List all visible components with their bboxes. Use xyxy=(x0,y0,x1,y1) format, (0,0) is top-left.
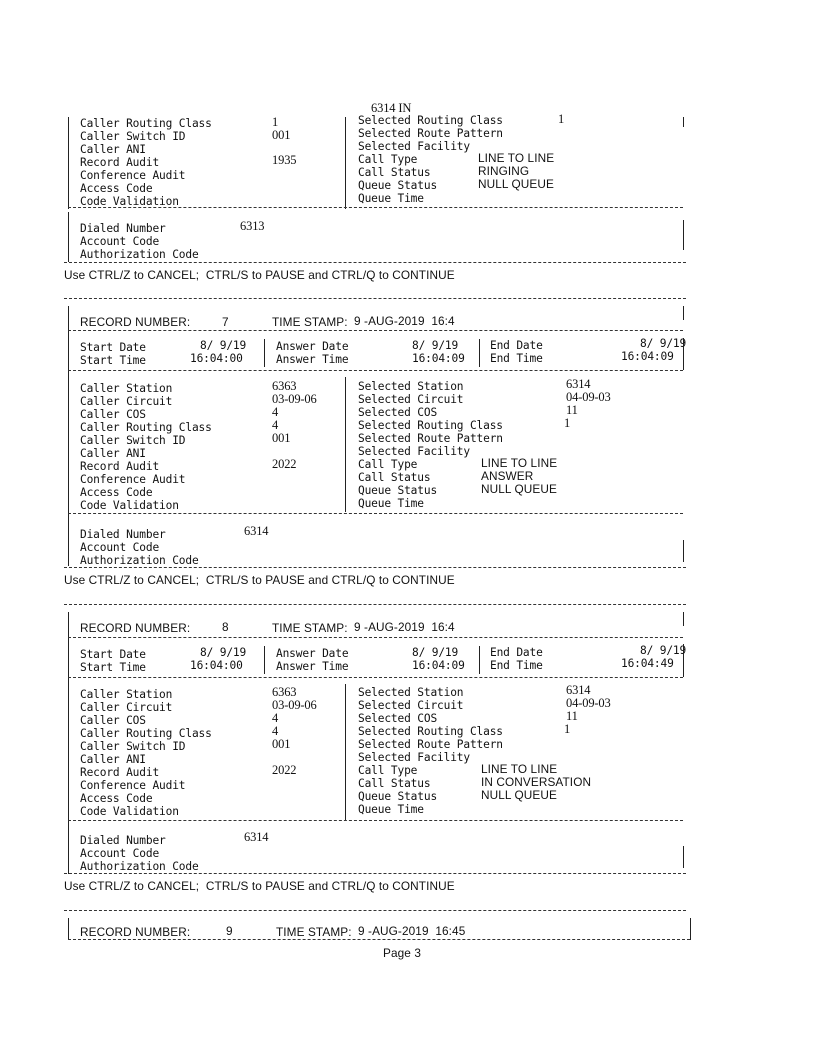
station-header: 6314 IN xyxy=(371,101,412,115)
timestamp-label: TIME STAMP: xyxy=(272,621,348,635)
caller-cos-value: 4 xyxy=(272,711,279,725)
selected-circuit-value: 04-09-03 xyxy=(566,390,611,404)
field-label: Selected Routing Class xyxy=(358,114,503,127)
field-label: Caller COS xyxy=(80,714,146,727)
record-audit-value: 2022 xyxy=(272,763,297,777)
answer-date-value: 8/ 9/19 xyxy=(412,646,459,659)
section-divider xyxy=(68,330,683,331)
right-border xyxy=(683,644,684,677)
selected-routing-class-value: 1 xyxy=(564,416,571,430)
end-time-value: 16:04:49 xyxy=(621,657,674,670)
instruction-line: Use CTRL/Z to CANCEL; CTRL/S to PAUSE and CTRL/Q to CONTINUE xyxy=(64,879,455,893)
field-value: NULL QUEUE xyxy=(478,177,554,191)
caller-switch-id-value: 001 xyxy=(272,737,291,751)
call-status-value: ANSWER xyxy=(481,469,534,483)
right-border xyxy=(683,117,684,127)
field-label: Authorization Code xyxy=(80,860,199,873)
field-label: Selected Circuit xyxy=(358,699,464,712)
field-label: Call Type xyxy=(358,764,418,777)
section-divider xyxy=(64,567,686,568)
selected-routing-class-value: 1 xyxy=(564,722,571,736)
record-audit-value: 2022 xyxy=(272,457,297,471)
column-divider xyxy=(479,646,480,674)
field-label: End Date xyxy=(490,339,543,352)
field-label: Start Time xyxy=(80,354,146,367)
section-divider xyxy=(68,939,690,940)
record-number-label: RECORD NUMBER: xyxy=(80,315,191,329)
field-label: Caller Circuit xyxy=(80,395,173,408)
section-divider xyxy=(64,262,686,263)
column-divider xyxy=(264,646,265,674)
field-label: Account Code xyxy=(80,235,160,248)
field-label: Caller Switch ID xyxy=(80,740,186,753)
dialed-number-value: 6313 xyxy=(240,219,265,233)
field-label: End Time xyxy=(490,659,543,672)
selected-station-value: 6314 xyxy=(566,683,591,697)
caller-station-value: 6363 xyxy=(272,685,297,699)
field-label: Record Audit xyxy=(80,460,160,473)
call-type-value: LINE TO LINE xyxy=(481,456,558,470)
field-label: Caller ANI xyxy=(80,143,146,156)
start-date-value: 8/ 9/19 xyxy=(200,646,247,659)
field-label: Conference Audit xyxy=(80,169,186,182)
field-label: Selected Circuit xyxy=(358,393,464,406)
field-label: Account Code xyxy=(80,847,160,860)
field-label: Dialed Number xyxy=(80,528,166,541)
field-label: Queue Status xyxy=(358,484,438,497)
field-label: Call Status xyxy=(358,471,431,484)
field-label: Caller Routing Class xyxy=(80,117,212,130)
field-label: Caller COS xyxy=(80,408,146,421)
field-label: Queue Status xyxy=(358,179,438,192)
field-label: Account Code xyxy=(80,541,160,554)
section-divider xyxy=(68,820,683,821)
field-label: Caller Station xyxy=(80,382,173,395)
queue-status-value: NULL QUEUE xyxy=(481,788,557,802)
queue-status-value: NULL QUEUE xyxy=(481,482,557,496)
caller-circuit-value: 03-09-06 xyxy=(272,698,317,712)
left-border xyxy=(68,612,69,874)
dialed-number-value: 6314 xyxy=(244,830,269,844)
field-label: Start Time xyxy=(80,661,146,674)
call-type-value: LINE TO LINE xyxy=(481,762,558,776)
field-label: Code Validation xyxy=(80,805,179,818)
field-label: Caller Circuit xyxy=(80,701,173,714)
field-value: 1 xyxy=(272,115,279,129)
section-divider xyxy=(68,513,683,514)
field-label: End Time xyxy=(490,352,543,365)
column-divider xyxy=(479,339,480,367)
start-time-value: 16:04:00 xyxy=(190,352,243,365)
field-label: Caller Switch ID xyxy=(80,130,186,143)
field-label: Conference Audit xyxy=(80,473,186,486)
field-label: Answer Date xyxy=(276,647,349,660)
left-border xyxy=(68,306,69,566)
call-status-value: IN CONVERSATION xyxy=(481,775,592,789)
field-label: Caller Routing Class xyxy=(80,421,212,434)
selected-circuit-value: 04-09-03 xyxy=(566,696,611,710)
field-label: Call Type xyxy=(358,458,418,471)
caller-circuit-value: 03-09-06 xyxy=(272,392,317,406)
field-label: Selected Routing Class xyxy=(358,419,503,432)
field-label: Selected Route Pattern xyxy=(358,127,503,140)
right-border xyxy=(683,612,684,626)
timestamp-value: 9 -AUG-2019 16:4 xyxy=(354,620,455,634)
field-label: Authorization Code xyxy=(80,248,199,261)
field-label: Code Validation xyxy=(80,195,179,208)
field-label: Answer Time xyxy=(276,353,349,366)
page-number: Page 3 xyxy=(383,946,421,960)
field-label: Conference Audit xyxy=(80,779,186,792)
record-number-value: 9 xyxy=(226,924,233,938)
field-label: Answer Time xyxy=(276,660,349,673)
field-label: End Date xyxy=(490,646,543,659)
field-label: Code Validation xyxy=(80,499,179,512)
column-divider xyxy=(345,684,346,820)
section-divider xyxy=(68,370,683,371)
field-label: Start Date xyxy=(80,648,146,661)
section-divider xyxy=(64,873,686,874)
left-border xyxy=(68,918,69,940)
timestamp-value: 9 -AUG-2019 16:4 xyxy=(354,314,455,328)
timestamp-value: 9 -AUG-2019 16:45 xyxy=(358,924,466,938)
caller-routing-class-value: 4 xyxy=(272,724,279,738)
start-time-value: 16:04:00 xyxy=(190,659,243,672)
section-divider xyxy=(68,637,683,638)
right-border xyxy=(683,846,684,868)
right-border xyxy=(683,306,684,320)
field-label: Selected Station xyxy=(358,686,464,699)
left-border xyxy=(68,117,69,209)
answer-date-value: 8/ 9/19 xyxy=(412,339,459,352)
field-label: Selected Route Pattern xyxy=(358,738,503,751)
field-label: Caller ANI xyxy=(80,753,146,766)
field-value: 1935 xyxy=(272,153,297,167)
field-label: Queue Status xyxy=(358,790,438,803)
field-label: Access Code xyxy=(80,792,153,805)
field-label: Queue Time xyxy=(358,192,424,205)
field-label: Record Audit xyxy=(80,156,160,169)
record-number-label: RECORD NUMBER: xyxy=(80,925,191,939)
section-divider xyxy=(68,207,683,208)
field-value: RINGING xyxy=(478,164,530,178)
start-date-value: 8/ 9/19 xyxy=(200,339,247,352)
timestamp-label: TIME STAMP: xyxy=(276,925,352,939)
field-label: Access Code xyxy=(80,182,153,195)
selected-station-value: 6314 xyxy=(566,377,591,391)
field-label: Caller Routing Class xyxy=(80,727,212,740)
field-label: Record Audit xyxy=(80,766,160,779)
field-label: Call Status xyxy=(358,166,431,179)
caller-routing-class-value: 4 xyxy=(272,418,279,432)
column-divider xyxy=(345,377,346,512)
right-border xyxy=(683,338,684,370)
caller-switch-id-value: 001 xyxy=(272,431,291,445)
field-label: Answer Date xyxy=(276,340,349,353)
timestamp-label: TIME STAMP: xyxy=(272,315,348,329)
field-label: Call Status xyxy=(358,777,431,790)
field-value: 1 xyxy=(558,112,565,126)
instruction-line: Use CTRL/Z to CANCEL; CTRL/S to PAUSE and CTRL/Q to CONTINUE xyxy=(64,268,455,282)
field-label: Authorization Code xyxy=(80,554,199,567)
selected-cos-value: 11 xyxy=(566,403,578,417)
section-divider xyxy=(64,604,686,605)
caller-cos-value: 4 xyxy=(272,405,279,419)
field-value: 001 xyxy=(272,128,291,142)
field-label: Caller Switch ID xyxy=(80,434,186,447)
field-label: Selected Station xyxy=(358,380,464,393)
column-divider xyxy=(264,339,265,367)
answer-time-value: 16:04:09 xyxy=(412,659,465,672)
field-label: Queue Time xyxy=(358,497,424,510)
field-label: Start Date xyxy=(80,341,146,354)
record-number-label: RECORD NUMBER: xyxy=(80,621,191,635)
field-label: Caller ANI xyxy=(80,447,146,460)
section-divider xyxy=(68,677,683,678)
answer-time-value: 16:04:09 xyxy=(412,352,465,365)
caller-station-value: 6363 xyxy=(272,379,297,393)
field-label: Selected Facility xyxy=(358,751,470,764)
dialed-number-value: 6314 xyxy=(244,524,269,538)
field-label: Selected Facility xyxy=(358,445,470,458)
section-divider xyxy=(64,298,686,299)
field-label: Dialed Number xyxy=(80,222,166,235)
field-label: Call Type xyxy=(358,153,418,166)
right-border xyxy=(683,540,684,562)
end-time-value: 16:04:09 xyxy=(621,350,674,363)
record-number-value: 7 xyxy=(222,315,229,329)
field-label: Access Code xyxy=(80,486,153,499)
field-label: Selected COS xyxy=(358,712,438,725)
right-border xyxy=(690,918,691,940)
record-number-value: 8 xyxy=(222,620,229,634)
field-label: Selected Route Pattern xyxy=(358,432,503,445)
right-border xyxy=(683,220,684,250)
column-divider xyxy=(345,117,346,209)
field-label: Selected Facility xyxy=(358,140,470,153)
selected-cos-value: 11 xyxy=(566,709,578,723)
field-value: LINE TO LINE xyxy=(478,151,555,165)
field-label: Selected COS xyxy=(358,406,438,419)
field-label: Caller Station xyxy=(80,688,173,701)
field-label: Queue Time xyxy=(358,803,424,816)
end-date-value: 8/ 9/19 xyxy=(640,337,687,350)
section-divider xyxy=(64,910,686,911)
field-label: Selected Routing Class xyxy=(358,725,503,738)
end-date-value: 8/ 9/19 xyxy=(640,644,687,657)
field-label: Dialed Number xyxy=(80,834,166,847)
left-border xyxy=(68,212,69,262)
instruction-line: Use CTRL/Z to CANCEL; CTRL/S to PAUSE and CTRL/Q to CONTINUE xyxy=(64,573,455,587)
